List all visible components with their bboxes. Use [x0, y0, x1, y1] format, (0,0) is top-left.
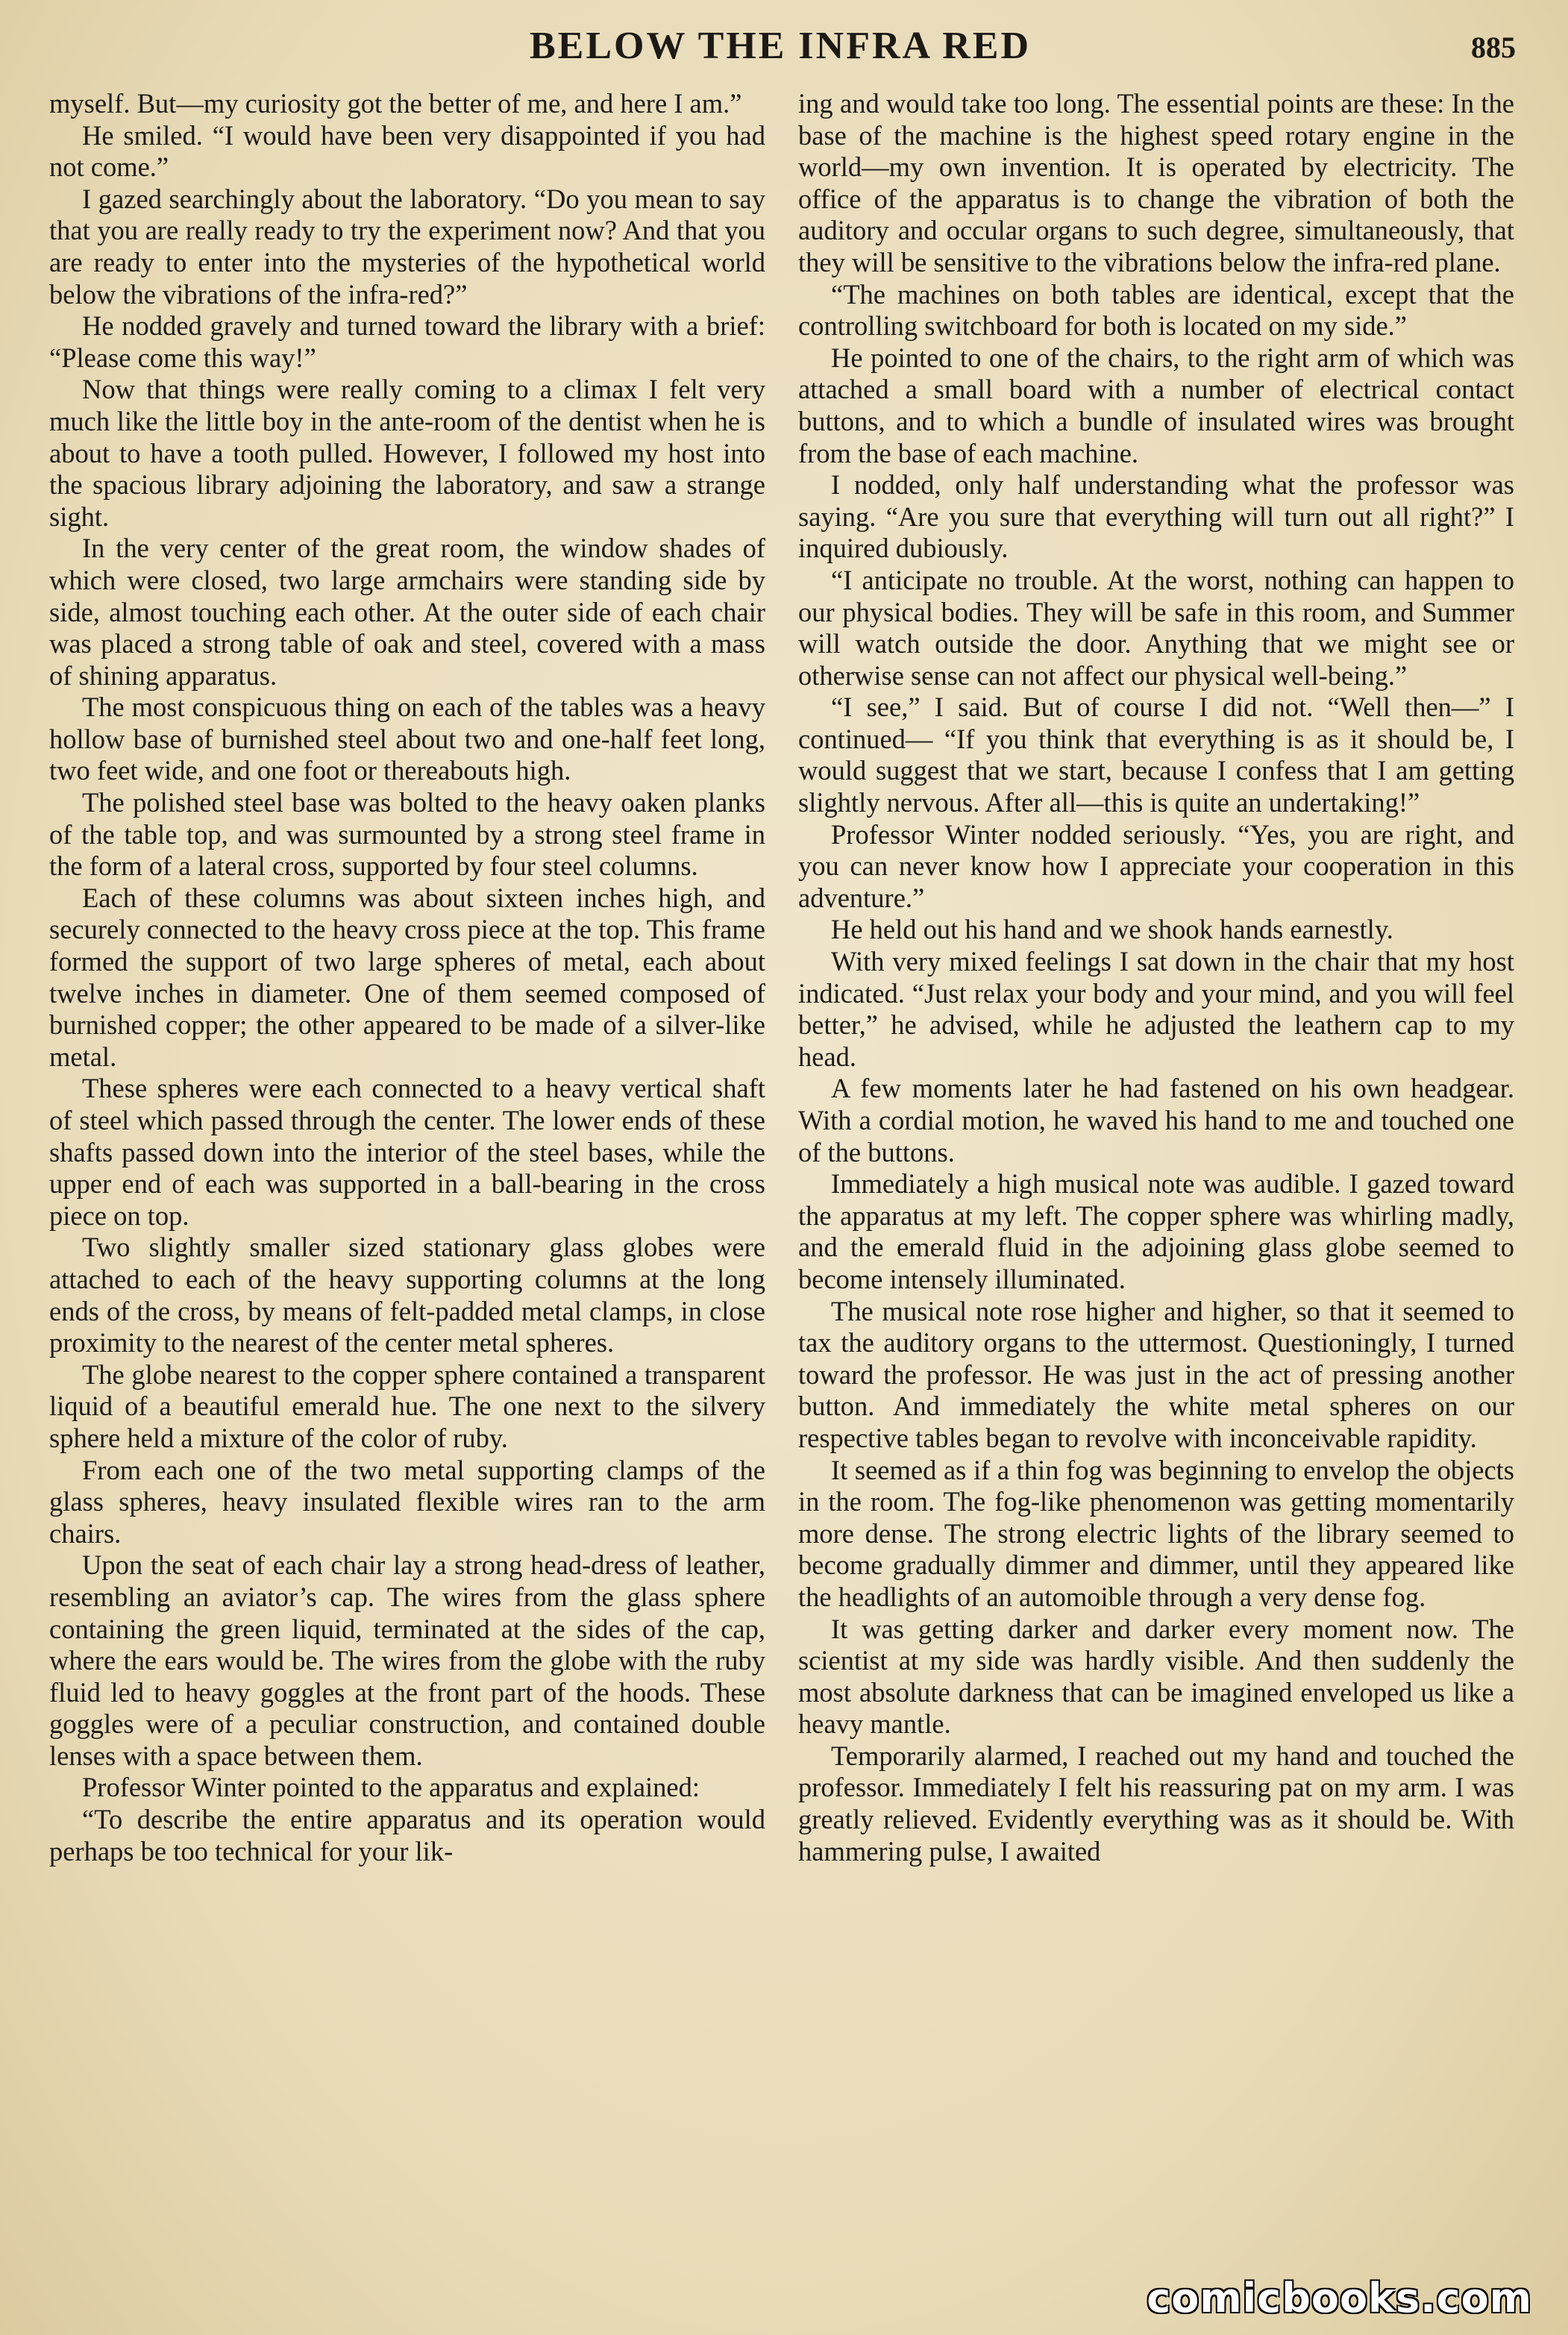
paragraph: In the very center of the great room, the window shades of which were closed, two large armchairs were standing side by side, almost touching each other. At the outer side of each chair was placed a strong table of oak and steel, covered with a mass of shining apparatus. — [49, 533, 765, 691]
paragraph: The most conspicuous thing on each of the tables was a heavy hollow base of burnished steel about two and one-half feet long, two feet wide, and one foot or thereabouts high. — [49, 692, 765, 786]
paragraph: The musical note rose higher and higher, so that it seemed to tax the auditory organs to the uttermost. Questioningly, I turned toward the professor. He was just in the act of pressing another button. And immediately the white metal spheres on our respective tables began to revolve with inconceivable rapidity. — [798, 1295, 1514, 1453]
running-title: BELOW THE INFRA RED — [529, 25, 1031, 67]
paragraph: He pointed to one of the chairs, to the right arm of which was attached a small board with a number of electrical contact buttons, and to which a bundle of insulated wires was brought from the base of each machine. — [798, 342, 1514, 468]
paragraph: Upon the seat of each chair lay a strong head-dress of leather, resembling an aviator’s cap. The wires from the glass sphere containing the green liquid, terminated at the sides of the cap, where the ears would be. The wires from the globe with the ruby fluid led to heavy goggles at the front part of the hoods. These goggles were of a peculiar construction, and contained double lenses with a space between them. — [49, 1549, 765, 1771]
right-column — [798, 88, 1514, 1867]
page-header — [45, 24, 1516, 84]
paragraph: “I anticipate no trouble. At the worst, nothing can happen to our physical bodies. They will be safe in this room, and Summer will watch outside the door. Anything that we might see or otherwise sense can not affect our physical well-being.” — [798, 564, 1514, 691]
paragraph: Professor Winter nodded seriously. “Yes, you are right, and you can never know how I appreciate your cooperation in this adventure.” — [798, 818, 1514, 913]
paragraph: Immediately a high musical note was audible. I gazed toward the apparatus at my left. The copper sphere was whirling madly, and the emerald fluid in the adjoining glass globe seemed to become intensely illuminated. — [798, 1168, 1514, 1294]
paragraph: He nodded gravely and turned toward the library with a brief: “Please come this way!” — [49, 310, 765, 373]
paragraph: “The machines on both tables are identical, except that the controlling switchboard for both is located on my side.” — [798, 278, 1514, 342]
paragraph: I nodded, only half understanding what the professor was saying. “Are you sure that everything will turn out all right?” I inquired dubiously. — [798, 469, 1514, 564]
paragraph: The globe nearest to the copper sphere contained a transparent liquid of a beautiful emerald hue. The one next to the silvery sphere held a mixture of the color of ruby. — [49, 1358, 765, 1453]
watermark-logo: comicbooks.com — [1147, 2275, 1532, 2322]
paragraph: The polished steel base was bolted to the heavy oaken planks of the table top, and was surmounted by a strong steel frame in the form of a lateral cross, supported by four steel columns. — [49, 787, 765, 882]
paragraph: Professor Winter pointed to the apparatus and explained: — [82, 1772, 700, 1803]
paragraph: He held out his hand and we shook hands earnestly. — [831, 914, 1393, 945]
left-column — [49, 88, 765, 1867]
paragraph: A few moments later he had fastened on his own headgear. With a cordial motion, he waved his hand to me and touched one of the buttons. — [798, 1073, 1514, 1168]
paragraph: Two slightly smaller sized stationary glass globes were attached to each of the heavy supporting columns at the long ends of the cross, by means of felt-padded metal clamps, in close proximity to the nearest of the center metal spheres. — [49, 1232, 765, 1358]
paragraph: It seemed as if a thin fog was beginning to envelop the objects in the room. The fog-like phenomenon was getting momentarily more dense. The strong electric lights of the library seemed to become gradually dimmer and dimmer, until they appeared like the headlights of an automoible through a very dense fog. — [798, 1454, 1514, 1612]
paragraph: myself. But—my curiosity got the better of me, and here I am.” — [49, 88, 742, 119]
paragraph: ing and would take too long. The essential points are these: In the base of the machine is the highest speed rotary engine in the world—my own invention. It is operated by electricity. The office of the apparatus is to change the vibration of both the auditory and occular organs to such degree, simultaneously, that they will be sensitive to the vibrations below the infra-red plane. — [798, 88, 1514, 278]
paragraph: These spheres were each connected to a heavy vertical shaft of steel which passed through the center. The lower ends of these shafts passed down into the interior of the steel bases, while the upper end of each was supported in a ball-bearing in the cross piece on top. — [49, 1073, 765, 1231]
paragraph: Now that things were really coming to a climax I felt very much like the little boy in the ante-room of the dentist when he is about to have a tooth pulled. However, I followed my host into the spacious library adjoining the laboratory, and saw a strange sight. — [49, 374, 765, 532]
paragraph: It was getting darker and darker every moment now. The scientist at my side was hardly visible. And then suddenly the most absolute darkness that can be imagined enveloped us like a heavy mantle. — [798, 1613, 1514, 1740]
paragraph: Temporarily alarmed, I reached out my hand and touched the professor. Immediately I felt his reassuring pat on my arm. I was greatly relieved. Evidently everything was as it should be. With hammering pulse, I awaited — [798, 1740, 1514, 1867]
paragraph: Each of these columns was about sixteen inches high, and securely connected to the heavy cross piece at the top. This frame formed the support of two large spheres of metal, each about twelve inches in diameter. One of them seemed composed of burnished copper; the other appeared to be made of a silver-like metal. — [49, 882, 765, 1072]
page-number: 885 — [1471, 31, 1516, 64]
paragraph: He smiled. “I would have been very disappointed if you had not come.” — [49, 119, 765, 183]
paragraph: I gazed searchingly about the laboratory. “Do you mean to say that you are really ready to try the experiment now? And that you are ready to enter into the mysteries of the hypothetical world below the vibrations of the infra-red?” — [49, 183, 765, 310]
paragraph: “I see,” I said. But of course I did not. “Well then—” I continued— “If you think that everything is as it should be, I would suggest that we start, because I confess that I am getting slightly nervous. After all—this is quite an undertaking!” — [798, 692, 1514, 818]
paragraph: With very mixed feelings I sat down in the chair that my host indicated. “Just relax your body and your mind, and you will feel better,” he advised, while he adjusted the leathern cap to my head. — [798, 946, 1514, 1072]
paragraph: From each one of the two metal supporting clamps of the glass spheres, heavy insulated flexible wires ran to the arm chairs. — [49, 1454, 765, 1549]
paragraph: “To describe the entire apparatus and its operation would perhaps be too technical for your lik- — [49, 1804, 765, 1867]
